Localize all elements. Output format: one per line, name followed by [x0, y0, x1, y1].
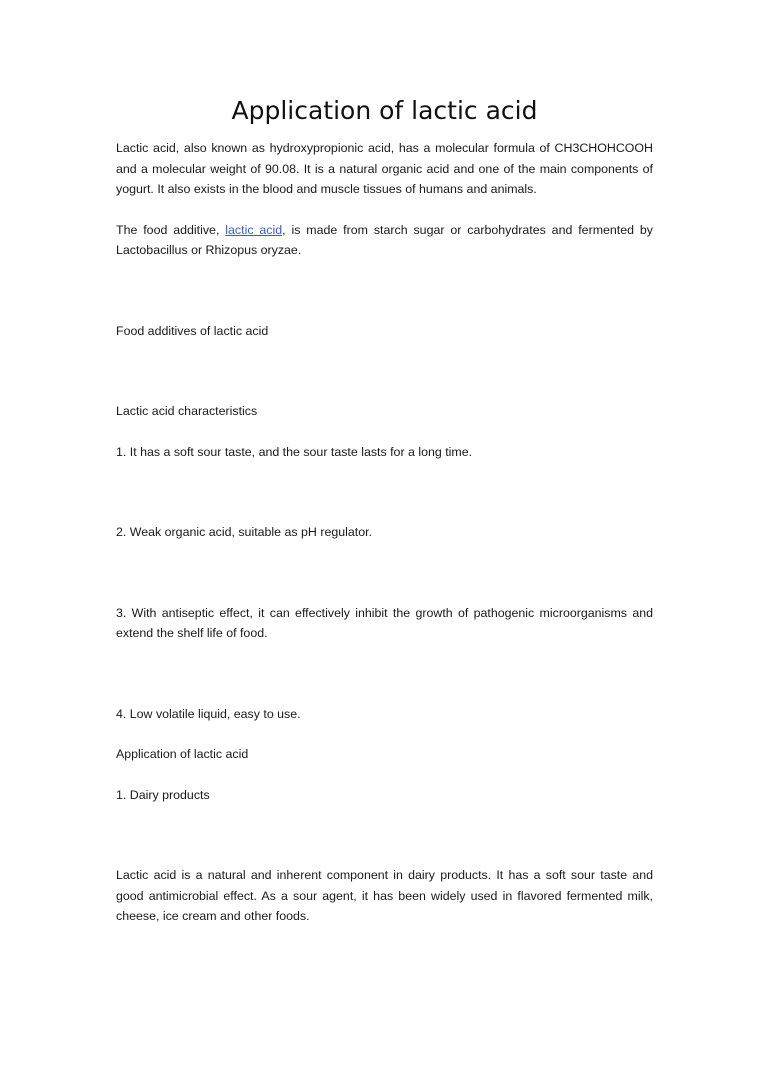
lactic-acid-link[interactable]: lactic acid — [225, 222, 283, 237]
characteristic-item: 3. With antiseptic effect, it can effectively inhibit the growth of pathogenic microorganisms and extend the shelf life of food. — [116, 605, 653, 640]
heading-application: Application of lactic acid — [116, 747, 249, 761]
characteristic-item: 2. Weak organic acid, suitable as pH regulator. — [116, 525, 372, 539]
application-item-dairy: 1. Dairy products — [116, 787, 210, 802]
document-page — [116, 92, 653, 927]
characteristic-item: 1. It has a soft sour taste, and the sour taste lasts for a long time. — [116, 444, 473, 459]
heading-characteristics: Lactic acid characteristics — [116, 404, 258, 418]
dairy-paragraph: Lactic acid is a natural and inherent component in dairy products. It has a soft sour taste and good antimicrobial effect. As a sour agent, it has been widely used in flavored fermented milk, cheese, ice cream and other foods. — [116, 868, 653, 923]
intro-paragraph: Lactic acid, also known as hydroxypropionic acid, has a molecular formula of CH3CHOHCOOH and a molecular weight of 90.08. It is a natural organic acid and one of the main components of yogurt. It also exists in the blood and muscle tissues of humans and animals. — [116, 141, 653, 196]
food-additive-text-after: , is made from starch sugar or carbohydrates and fermented by Lactobacillus or Rhizopus oryzae. — [116, 222, 653, 257]
food-additive-text-before: The food additive, — [116, 222, 226, 237]
characteristic-item: 4. Low volatile liquid, easy to use. — [116, 706, 301, 721]
food-additive-paragraph — [116, 220, 653, 261]
heading-food-additives: Food additives of lactic acid — [116, 323, 269, 338]
document-title: Application of lactic acid — [231, 96, 538, 125]
